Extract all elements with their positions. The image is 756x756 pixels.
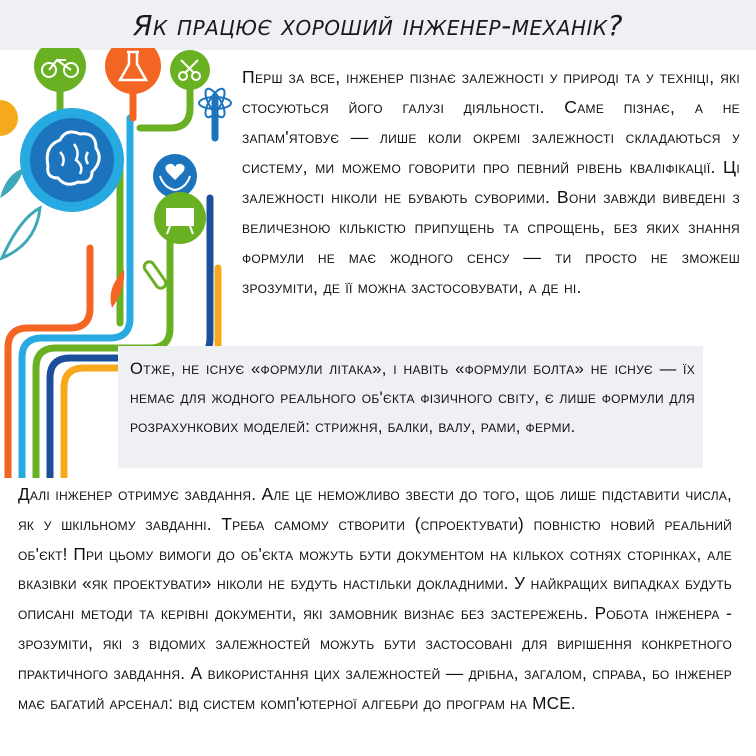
brain-icon <box>20 108 124 212</box>
title-bar <box>0 0 756 50</box>
flask-icon <box>105 48 161 94</box>
quote-text: Отже, не існує «формули літака», і навіть «формули болта» не існує — їх немає для жодного реального об'єкта фізичного світу, є лише формули для розрахункових моделей: стрижня, балки, валу, рами, ферми. <box>130 359 695 436</box>
bicycle-icon <box>34 48 86 92</box>
scissors-icon <box>170 50 210 90</box>
intro-paragraph: Перш за все, інженер пізнає залежності у природі та у техніці, які стосуються його галузі діяльності. Саме пізнає, а не запам'ятовує — лише коли окремі залежності складаються у систему, ми можемо говорити про певний рівень кваліфікації. Ці залежності ніколи не бувають суворими. Вони завжди виведені з величезною кількістю припущень та спрощень, без яких знання формули не має жодного сенсу — ти просто не зможеш зрозуміти, де її можна застосовувати, а де ні. <box>242 67 740 297</box>
hands-heart-icon <box>153 154 197 198</box>
presentation-board-icon <box>154 192 206 244</box>
page-title: Як працює хороший інженер-механік? <box>132 8 623 42</box>
main-paragraph: Далі інженер отримує завдання. Але це неможливо звести до того, щоб лише підставити числа, як у шкільному завданні. Треба самому створити (спроектувати) повністю новий реальний об'єкт! При цьому вимоги до об'єкта можуть бути документом на кількох сотнях сторінках, але вказівки «як проектувати» ніколи не будуть настільки докладними. У найкращих випадках будуть описані методи та керівні документи, які замовник визнає без застережень. Робота інженера - зрозуміти, які з відомих залежностей можуть бути застосовані для вирішення конкретного практичного завдання. А використання цих залежностей — дрібна, загалом, справа, бо інженер має багатий арсенал: від систем комп'ютерної алгебри до програм на MCE. <box>18 484 732 713</box>
paperclip-icon <box>142 260 167 290</box>
orange-disc <box>0 100 18 136</box>
